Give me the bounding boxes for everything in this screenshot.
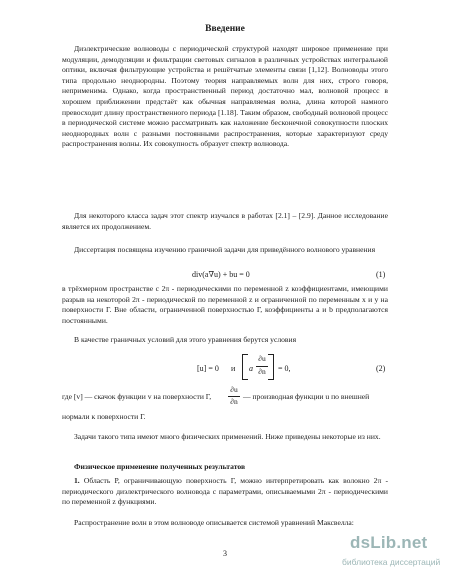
equation-2-frac-num: ∂u [258, 354, 266, 363]
watermark-tagline: библиотека диссертаций [342, 557, 441, 567]
item-text: Область P, ограничивающую поверхность Γ, можно интерпретировать как волокно 2π - периодического диэлектрического волновода с параметрами, описываемыми 2π - периодическими по переменной z функциями. [62, 476, 388, 507]
paragraph-boundary: В качестве граничных условий для этого уравнения берутся условия [74, 335, 297, 344]
jump-definition: где [v] — скачок функции v на поверхности Γ, [62, 392, 212, 401]
page-number: 3 [223, 549, 227, 558]
paragraph-maxwell: Распространение волн в этом волноводе описывается системой уравнений Максвелла: [74, 518, 354, 527]
paragraph-region [62, 476, 388, 508]
item-number: 1. [74, 476, 80, 485]
derivative-frac-num: ∂u [230, 385, 238, 394]
page-title: Введение [205, 24, 245, 34]
paragraph-intro: Диэлектрические волноводы с периодической структурой находят широкое применение при модуляции, демодуляции и фильтрации световых сигналов в различных устройствах интегральной оптики, включая фильтрующие устройства и решётчатые элементы связи [1,12]. Волноводы этого типа продольно неоднородны. Поэтому теория направляемых волн для них, строго говоря, неприменима. Однако, когда пространственный период достаточно мал, волновой процесс в хорошем приближении предстаёт как обычная направляемая волна, длина которой намного превосходит длину пространственного периода [1.18]. Таким образом, свободный волновой процесс в периодической системе можно рассматривать как наложение бесконечной совокупности плоских неоднородных волн с разными постоянными распространения, которые характеризуют среду распространения волны. Их совокупность образует спектр волновода. [62, 44, 388, 149]
equation-2-left-bracket [242, 354, 248, 380]
equation-2-right: = 0, [278, 364, 291, 373]
watermark [334, 533, 450, 577]
equation-1: div(a∇u) + bu = 0 [192, 270, 250, 279]
normal-definition: нормали к поверхности Γ. [62, 412, 146, 421]
equation-2-coef: a [249, 364, 253, 373]
derivative-frac-den: ∂n [230, 397, 238, 406]
paragraph-space: в трёхмерном пространстве с 2π - периодическими по переменной z коэффициентами, имеющими разрыв на некоторой 2π - периодической по переменной z и ограниченной по переменным x и y на поверхности Γ. Вне области, ограниченной поверхностью Γ, коэффициенты a и b предполагаются постоянными. [62, 284, 388, 325]
equation-2-left: [u] = 0 [197, 364, 219, 373]
paragraph-prior-work: Для некоторого класса задач этот спектр изучался в работах [2.1] – [2.9]. Данное исследование является их продолжением. [62, 211, 388, 231]
equation-2-right-bracket [268, 354, 274, 380]
equation-2-and: и [231, 364, 236, 373]
equation-2-number: (2) [376, 364, 386, 373]
paragraph-dissertation: Диссертация посвящена изучению граничной задачи для приведённого волнового уравнения [74, 245, 376, 254]
equation-2-frac-den: ∂n [258, 367, 266, 376]
derivative-definition: — производная функции u по внешней [243, 392, 370, 401]
equation-1-number: (1) [376, 270, 386, 279]
section-heading: Физическое применение полученных результатов [74, 462, 246, 471]
watermark-logo: dsLib.net [350, 533, 428, 552]
paragraph-applications: Задачи такого типа имеют много физических применений. Ниже приведены некоторые из них. [74, 432, 381, 441]
